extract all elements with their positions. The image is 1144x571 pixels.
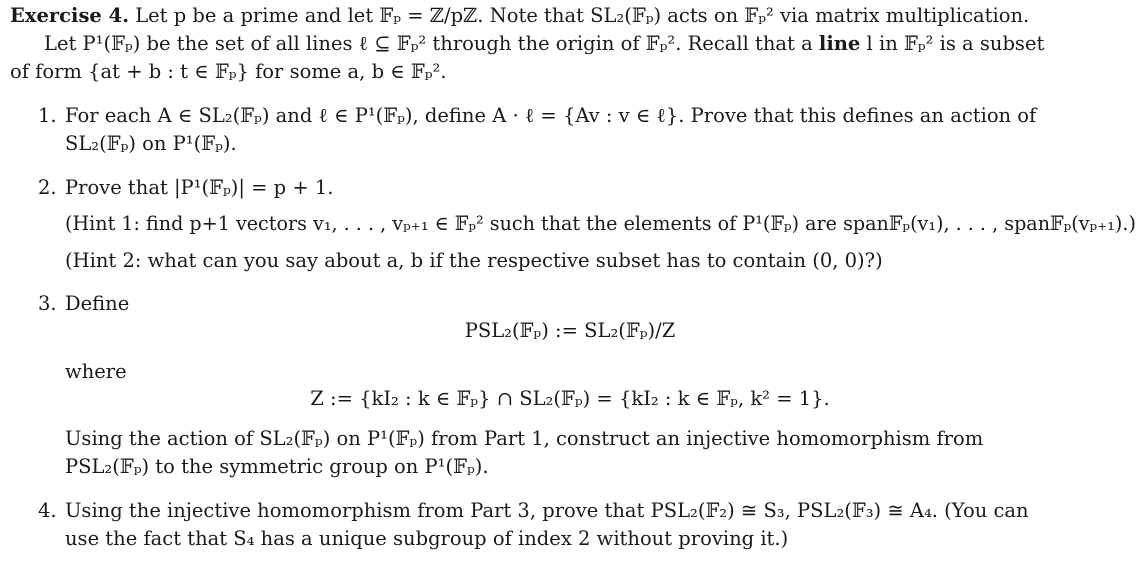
part-2-number: 2. <box>38 176 57 199</box>
exercise-intro-line-1 <box>10 6 1029 26</box>
part-1-line-1: For each A ∈ SL₂(𝔽ₚ) and ℓ ∈ P¹(𝔽ₚ), define A · ℓ = {Av : v ∈ ℓ}. Prove that this defines an action of <box>65 104 1037 127</box>
part-3-line-3: PSL₂(𝔽ₚ) to the symmetric group on P¹(𝔽ₚ). <box>65 455 489 478</box>
line-term: line <box>818 32 861 55</box>
exercise-intro-text-3: of form {at + b : t ∈ 𝔽ₚ} for some a, b ∈ 𝔽ₚ². <box>10 60 447 83</box>
part-2-hint-2: (Hint 2: what can you say about a, b if the respective subset has to contain (0, 0)?) <box>65 249 883 272</box>
part-2-line-1: Prove that |P¹(𝔽ₚ)| = p + 1. <box>65 176 334 199</box>
part-4-line-2: use the fact that S₄ has a unique subgroup of index 2 without proving it.) <box>65 527 789 550</box>
part-4-line-1: Using the injective homomorphism from Part 3, prove that PSL₂(𝔽₂) ≅ S₃, PSL₂(𝔽₃) ≅ A₄. (You can <box>65 499 1029 522</box>
exercise-heading: Exercise 4. <box>10 4 129 27</box>
part-3-number: 3. <box>38 292 57 315</box>
part-3-where: where <box>65 360 127 383</box>
part-3-line-1: Define <box>65 292 130 315</box>
exercise-intro-text-1: Let p be a prime and let 𝔽ₚ = ℤ/pℤ. Note that SL₂(𝔽ₚ) acts on 𝔽ₚ² via matrix multiplication. <box>135 4 1030 27</box>
part-1-number: 1. <box>38 104 57 127</box>
part-3-display-z: Z := {kI₂ : k ∈ 𝔽ₚ} ∩ SL₂(𝔽ₚ) = {kI₂ : k ∈ 𝔽ₚ, k² = 1}. <box>310 387 830 410</box>
part-4-number: 4. <box>38 499 57 522</box>
exercise-intro-line-3 <box>10 62 447 82</box>
part-1-line-2: SL₂(𝔽ₚ) on P¹(𝔽ₚ). <box>65 132 237 155</box>
exercise-intro-line-2 <box>44 34 1044 54</box>
part-3-display-psl: PSL₂(𝔽ₚ) := SL₂(𝔽ₚ)/Z <box>464 319 676 342</box>
exercise-intro-text-2a: Let P¹(𝔽ₚ) be the set of all lines ℓ ⊆ 𝔽ₚ² through the origin of 𝔽ₚ². Recall that a <box>44 32 813 55</box>
part-2-hint-1: (Hint 1: find p+1 vectors v₁, . . . , vₚ₊₁ ∈ 𝔽ₚ² such that the elements of P¹(𝔽ₚ) are span𝔽ₚ(v₁), . . . , span𝔽ₚ(vₚ₊₁).) <box>65 212 1136 235</box>
part-3-line-2: Using the action of SL₂(𝔽ₚ) on P¹(𝔽ₚ) from Part 1, construct an injective homomorphism from <box>65 427 984 450</box>
exercise-intro-text-2b: l in 𝔽ₚ² is a subset <box>866 32 1045 55</box>
